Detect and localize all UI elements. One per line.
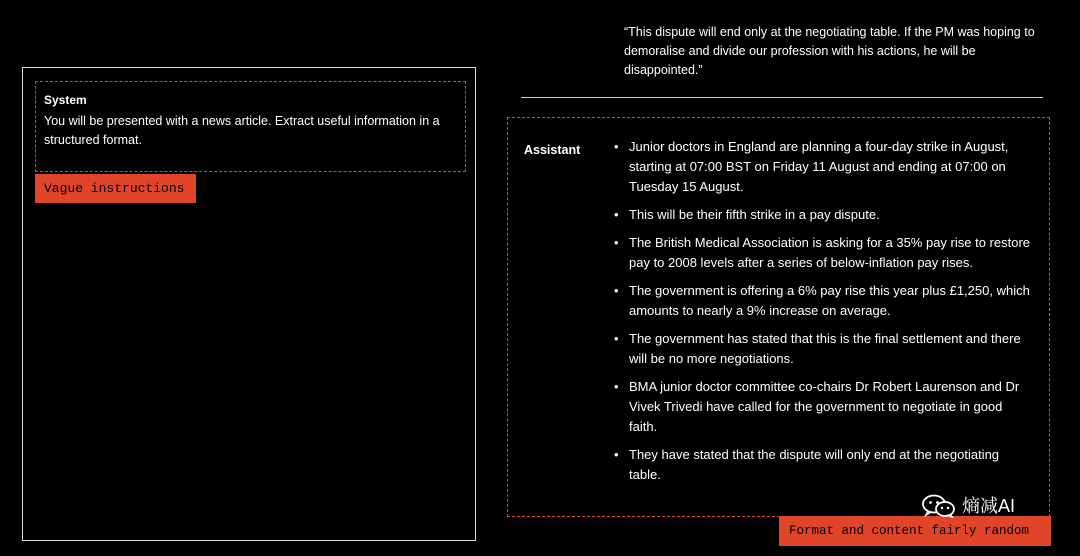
system-message-box — [35, 81, 466, 172]
bullet-text: BMA junior doctor committee co-chairs Dr Robert Laurenson and Dr Vivek Trivedi have called for the government to negotiate in good faith. — [629, 379, 1020, 434]
bullet-dot-icon: • — [614, 447, 619, 462]
bullet-dot-icon: • — [614, 235, 619, 250]
bullet-dot-icon: • — [614, 207, 619, 222]
article-quote: “This dispute will end only at the negotiating table. If the PM was hoping to demoralise and divide our profession with his actions, he will be disappointed.” — [624, 25, 1035, 77]
assistant-message-box — [507, 117, 1050, 517]
bullet-dot-icon: • — [614, 331, 619, 346]
bullet-dot-icon: • — [614, 283, 619, 298]
bullet-text: They have stated that the dispute will only end at the negotiating table. — [629, 447, 1000, 482]
list-item — [611, 281, 1031, 321]
bullet-text: This will be their fifth strike in a pay dispute. — [629, 207, 880, 222]
list-item — [611, 137, 1031, 197]
bullet-text: Junior doctors in England are planning a four-day strike in August, starting at 07:00 BST on Friday 11 August and ending at 07:00 on Tuesday 15 August. — [629, 139, 1009, 194]
assistant-bullet-list — [611, 137, 1031, 493]
list-item — [611, 377, 1031, 437]
system-title: System — [44, 93, 87, 107]
list-item — [611, 445, 1031, 485]
list-item — [611, 233, 1031, 273]
format-random-tag: Format and content fairly random — [779, 516, 1051, 546]
divider — [521, 97, 1043, 98]
bullet-dot-icon: • — [614, 379, 619, 394]
assistant-title: Assistant — [524, 143, 581, 157]
list-item — [611, 205, 1031, 225]
list-item — [611, 329, 1031, 369]
bullet-text: The government has stated that this is the final settlement and there will be no more negotiations. — [629, 331, 1021, 366]
bullet-dot-icon: • — [614, 139, 619, 154]
watermark-text: 熵减AI — [962, 496, 1016, 516]
system-text: You will be presented with a news article. Extract useful information in a structured format. — [44, 114, 440, 147]
vague-instructions-tag: Vague instructions — [35, 174, 196, 203]
bullet-text: The government is offering a 6% pay rise this year plus £1,250, which amounts to nearly a 9% increase on average. — [629, 283, 1030, 318]
wechat-icon — [922, 494, 956, 518]
watermark — [922, 494, 1015, 518]
prompt-panel — [22, 67, 476, 541]
bullet-text: The British Medical Association is asking for a 35% pay rise to restore pay to 2008 levels after a series of below-inflation pay rises. — [629, 235, 1031, 270]
